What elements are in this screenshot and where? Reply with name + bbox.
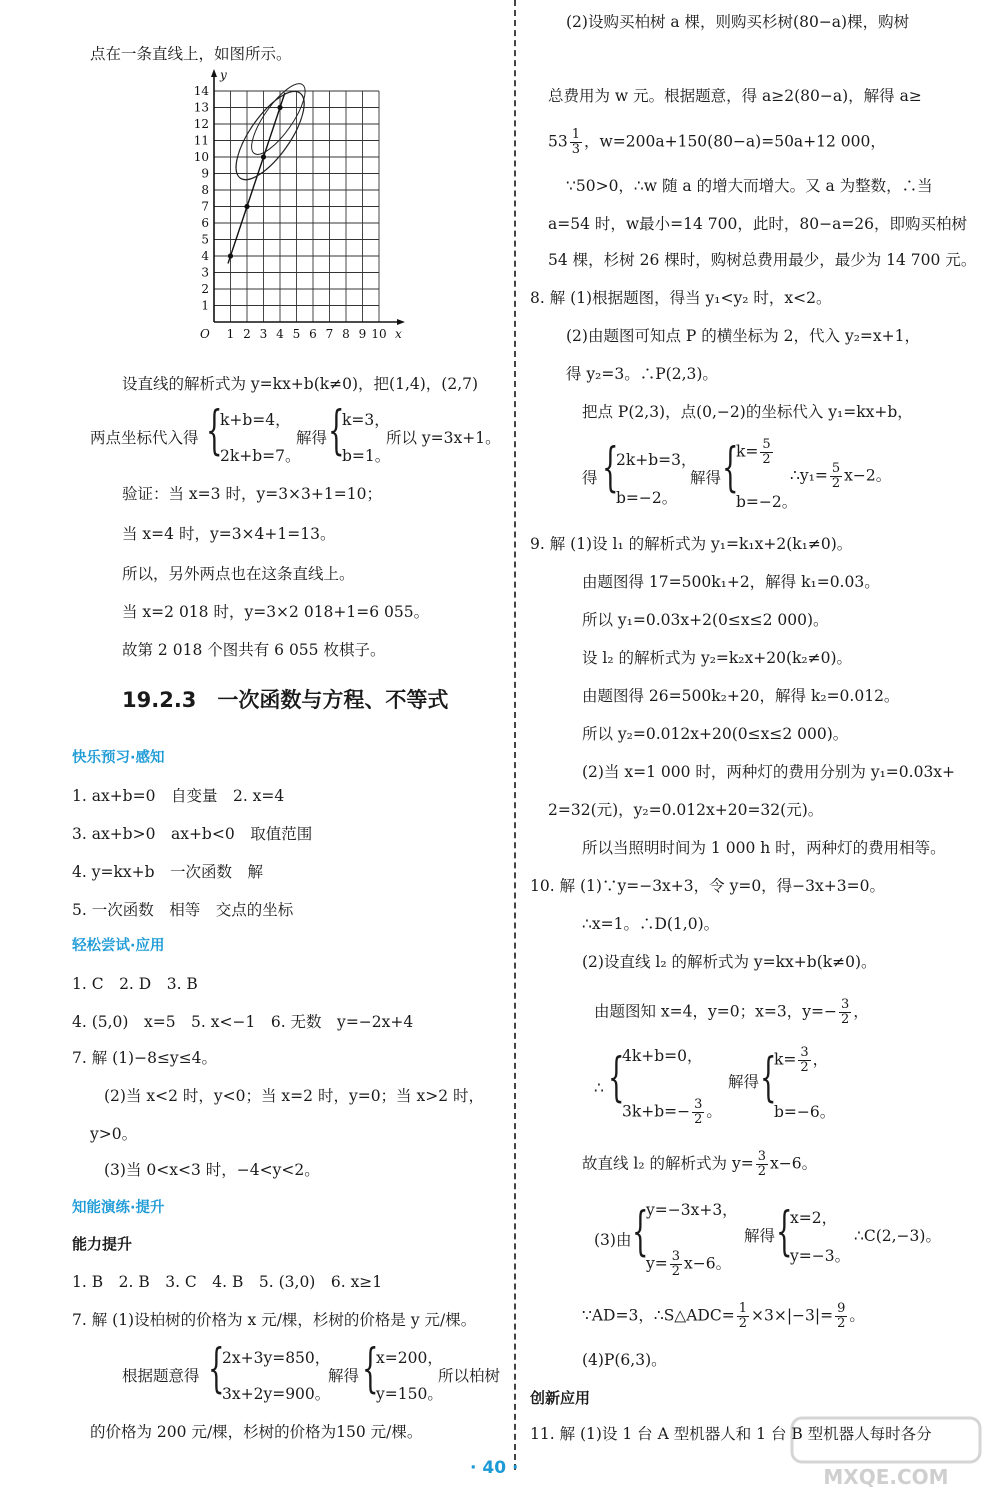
equation: k=3， (342, 411, 390, 429)
text-line: a=54 时，w最小=14 700，此时，80−a=26，即购买柏树 (548, 215, 968, 233)
section-title: 19.2.3 一次函数与方程、不等式 (122, 688, 449, 712)
x-tick-label: 1 (226, 327, 235, 341)
y-tick-label: 10 (193, 150, 209, 164)
text-line: 由题图知 x=4，y=0；x=3，y=− $\frac{3}{2}$ ， (594, 997, 869, 1027)
text-line: 两点坐标代入得 (90, 429, 199, 447)
text-line: 所以柏树 (438, 1367, 501, 1385)
section-heading: 快乐预习·感知 (72, 750, 165, 766)
answer-line: 3. ax+b>0 ax+b<0 取值范围 (72, 825, 313, 843)
tick-labels (194, 68, 402, 341)
coordinate-graph (190, 68, 420, 355)
equation: y=150。 (376, 1385, 443, 1403)
y-tick-label: 5 (201, 232, 209, 247)
x-tick-label: 3 (259, 327, 268, 341)
y-axis-label: y (220, 68, 227, 82)
text-line: ∵AD=3，∴S△ADC= $\frac{1}{2}$ ×3×|−3|= $\frac{9}{2}$ 。 (582, 1301, 865, 1331)
y-tick-label: 2 (201, 282, 209, 296)
line-y-3x-plus-1 (224, 77, 316, 264)
sub-heading: 创新应用 (530, 1389, 591, 1407)
answer-line: 1. C 2. D 3. B (72, 975, 198, 993)
y-tick-label: 4 (201, 249, 209, 263)
y-tick-label: 3 (201, 265, 209, 280)
x-tick-label: 8 (342, 327, 350, 341)
grid-lines (214, 91, 379, 322)
text-line: 54 棵，杉树 26 棵时，购树总费用最少，最少为 14 700 元。 (548, 251, 977, 269)
equation: y=−3。 (790, 1247, 851, 1265)
x-arrow (397, 319, 405, 325)
y-tick-label: 14 (193, 84, 209, 98)
x-tick-label: 7 (325, 327, 334, 341)
x-tick-label: 4 (276, 327, 284, 341)
brace: { (776, 1202, 793, 1262)
answer-line: 7. 解 (1)设柏树的价格为 x 元/棵，杉树的价格是 y 元/棵。 (72, 1311, 477, 1329)
text-line: 得 (582, 469, 598, 487)
equation: 3k+b=− $\frac{3}{2}$ 。 (622, 1097, 722, 1127)
text-line: 当 x=2 018 时，y=3×2 018+1=6 055。 (122, 603, 430, 621)
answer-line: (2)当 x<2 时，y<0；当 x=2 时，y=0；当 x>2 时， (104, 1087, 485, 1105)
equation: x=2， (790, 1209, 838, 1227)
equation: b=−6。 (774, 1103, 836, 1121)
text-line: ∴ (594, 1079, 604, 1097)
brace: { (608, 1048, 625, 1108)
brace: { (208, 1339, 225, 1399)
data-point (261, 154, 266, 159)
page-number: · 40 · (470, 1458, 519, 1478)
column-divider (514, 0, 516, 1470)
text-line: (4)P(6,3)。 (582, 1351, 667, 1369)
text-line: (2)当 x=1 000 时，两种灯的费用分别为 y₁=0.03x+ (582, 763, 956, 781)
y-tick-label: 11 (193, 133, 209, 148)
text-line: 总费用为 w 元。根据题意，得 a≥2(80−a)，解得 a≥ (548, 87, 922, 105)
text-line: 得 y₂=3。∴P(2,3)。 (566, 365, 718, 383)
equation: k= $\frac{3}{2}$ ， (774, 1045, 829, 1075)
y-tick-label: 13 (193, 100, 209, 115)
equation: 4k+b=0， (622, 1047, 703, 1065)
text-line: 所以当照明时间为 1 000 h 时，两种灯的费用相等。 (582, 839, 946, 857)
x-tick-label: 6 (309, 327, 317, 341)
text-line: 解得 (296, 429, 328, 447)
equation: 2k+b=7。 (220, 447, 301, 465)
answer-line: 4. y=kx+b 一次函数 解 (72, 863, 264, 881)
fraction: $\frac{1}{3}$ (571, 127, 581, 157)
text-line: 根据题意得 (122, 1367, 200, 1385)
section-heading: 轻松尝试·应用 (72, 938, 165, 954)
y-tick-label: 9 (201, 166, 209, 181)
y-arrow (211, 69, 217, 77)
brace: { (632, 1202, 649, 1262)
brace: { (760, 1048, 777, 1108)
text-line: ∴y₁= $\frac{5}{2}$ x−2。 (790, 461, 892, 491)
answer-line: 7. 解 (1)−8≤y≤4。 (72, 1049, 218, 1067)
answer-line: 5. 一次函数 相等 交点的坐标 (72, 901, 294, 919)
brace: { (362, 1339, 379, 1399)
text-line: 故直线 l₂ 的解析式为 y= $\frac{3}{2}$ x−6。 (582, 1149, 818, 1179)
y-tick-label: 6 (201, 216, 209, 230)
equation: 2x+3y=850， (222, 1349, 331, 1367)
svg-text:MXQE.COM: MXQE.COM (823, 1465, 949, 1489)
text-line: ∵50>0，∴w 随 a 的增大而增大。又 a 为整数，∴当 (566, 177, 933, 195)
data-point (228, 253, 233, 258)
answer-line: y>0。 (90, 1125, 138, 1143)
equation: x=200， (376, 1349, 443, 1367)
x-tick-label: 2 (243, 327, 251, 341)
equation: y= $\frac{3}{2}$ x−6。 (646, 1249, 732, 1279)
text-line: 验证：当 x=3 时，y=3×3+1=10； (122, 485, 382, 503)
brace: { (206, 401, 223, 461)
text-line: 2=32(元)，y₂=0.012x+20=32(元)。 (548, 801, 824, 819)
text-line: 解得 (728, 1073, 760, 1091)
text-line: 所以 y₂=0.012x+20(0≤x≤2 000)。 (582, 725, 849, 743)
text-line: ∴C(2,−3)。 (854, 1227, 941, 1245)
y-tick-label: 1 (201, 298, 209, 313)
section-heading: 知能演练·提升 (72, 1200, 165, 1216)
text-line: 解得 (744, 1227, 776, 1245)
text-line: 11. 解 (1)设 1 台 A 型机器人和 1 台 B 型机器人每时各分 (530, 1425, 932, 1443)
y-tick-label: 12 (193, 117, 209, 131)
text-line: 8. 解 (1)根据题图，得当 y₁<y₂ 时，x<2。 (530, 289, 832, 307)
text-line: 把点 P(2,3)，点(0,−2)的坐标代入 y₁=kx+b， (582, 403, 913, 421)
text-line: (2)设购买柏树 a 棵，则购买杉树(80−a)棵，购树 (566, 13, 910, 31)
answer-line: (3)当 0<x<3 时，−4<y<2。 (104, 1161, 320, 1179)
text-line: 所以 y=3x+1。 (386, 429, 501, 447)
text-line: 由题图得 17=500k₁+2，解得 k₁=0.03。 (582, 573, 880, 591)
brace: { (328, 401, 345, 461)
equation: 3x+2y=900。 (222, 1385, 331, 1403)
equation: b=−2。 (736, 493, 798, 511)
text-line: (2)设直线 l₂ 的解析式为 y=kx+b(k≠0)。 (582, 953, 877, 971)
origin-label: O (200, 327, 210, 341)
equation: k+b=4， (220, 411, 291, 429)
text-line: 点在一条直线上，如图所示。 (90, 45, 292, 63)
sub-heading: 能力提升 (72, 1235, 133, 1253)
text-line: 的价格为 200 元/棵，杉树的价格为150 元/棵。 (90, 1423, 423, 1441)
data-point (277, 105, 282, 110)
text-line: 9. 解 (1)设 l₁ 的解析式为 y₁=k₁x+2(k₁≠0)。 (530, 535, 853, 553)
text-line: 由题图得 26=500k₂+20，解得 k₂=0.012。 (582, 687, 900, 705)
answer-line: 1. B 2. B 3. C 4. B 5. (3,0) 6. x≥1 (72, 1273, 383, 1291)
annotation-ellipse (243, 77, 314, 162)
text-line: 当 x=4 时，y=3×4+1=13。 (122, 525, 336, 543)
x-tick-label: 5 (292, 327, 301, 341)
answer-line: 1. ax+b=0 自变量 2. x=4 (72, 787, 285, 805)
equation: 2k+b=3， (616, 451, 697, 469)
text-line: 所以 y₁=0.03x+2(0≤x≤2 000)。 (582, 611, 829, 629)
x-tick-label: 9 (358, 327, 367, 341)
text-line: 设 l₂ 的解析式为 y₂=k₂x+20(k₂≠0)。 (582, 649, 853, 667)
text-line: (3)由 (594, 1231, 632, 1249)
x-tick-label: 10 (371, 327, 387, 341)
equation: b=−2。 (616, 489, 678, 507)
equation: b=1。 (342, 447, 391, 465)
text-line: 53 $\frac{1}{3}$ ，w=200a+150(80−a)=50a+12 000， (548, 127, 886, 157)
answer-line: 4. (5,0) x=5 5. x<−1 6. 无数 y=−2x+4 (72, 1013, 414, 1031)
text-line: 所以，另外两点也在这条直线上。 (122, 565, 355, 583)
text-line: 10. 解 (1)∵y=−3x+3，令 y=0，得−3x+3=0。 (530, 877, 885, 895)
brace: { (602, 438, 619, 498)
equation: y=−3x+3， (646, 1201, 738, 1219)
x-axis-label: x (395, 327, 402, 341)
text-line: 设直线的解析式为 y=kx+b(k≠0)，把(1,4)，(2,7) (122, 375, 479, 393)
text-line: (2)由题图可知点 P 的横坐标为 2，代入 y₂=x+1， (566, 327, 921, 345)
y-tick-label: 7 (201, 199, 209, 214)
watermark-logo (786, 1412, 986, 1492)
data-point (244, 204, 249, 209)
text-line: 解得 (690, 469, 722, 487)
brace: { (722, 438, 739, 498)
text-line: 故第 2 018 个图共有 6 055 枚棋子。 (122, 641, 386, 659)
text-line: 解得 (328, 1367, 360, 1385)
text-line: ∴x=1。∴D(1,0)。 (582, 915, 720, 933)
line-y-3x-plus-1 (228, 93, 285, 264)
y-tick-label: 8 (201, 183, 209, 197)
equation: k= $\frac{5}{2}$ (736, 437, 771, 467)
